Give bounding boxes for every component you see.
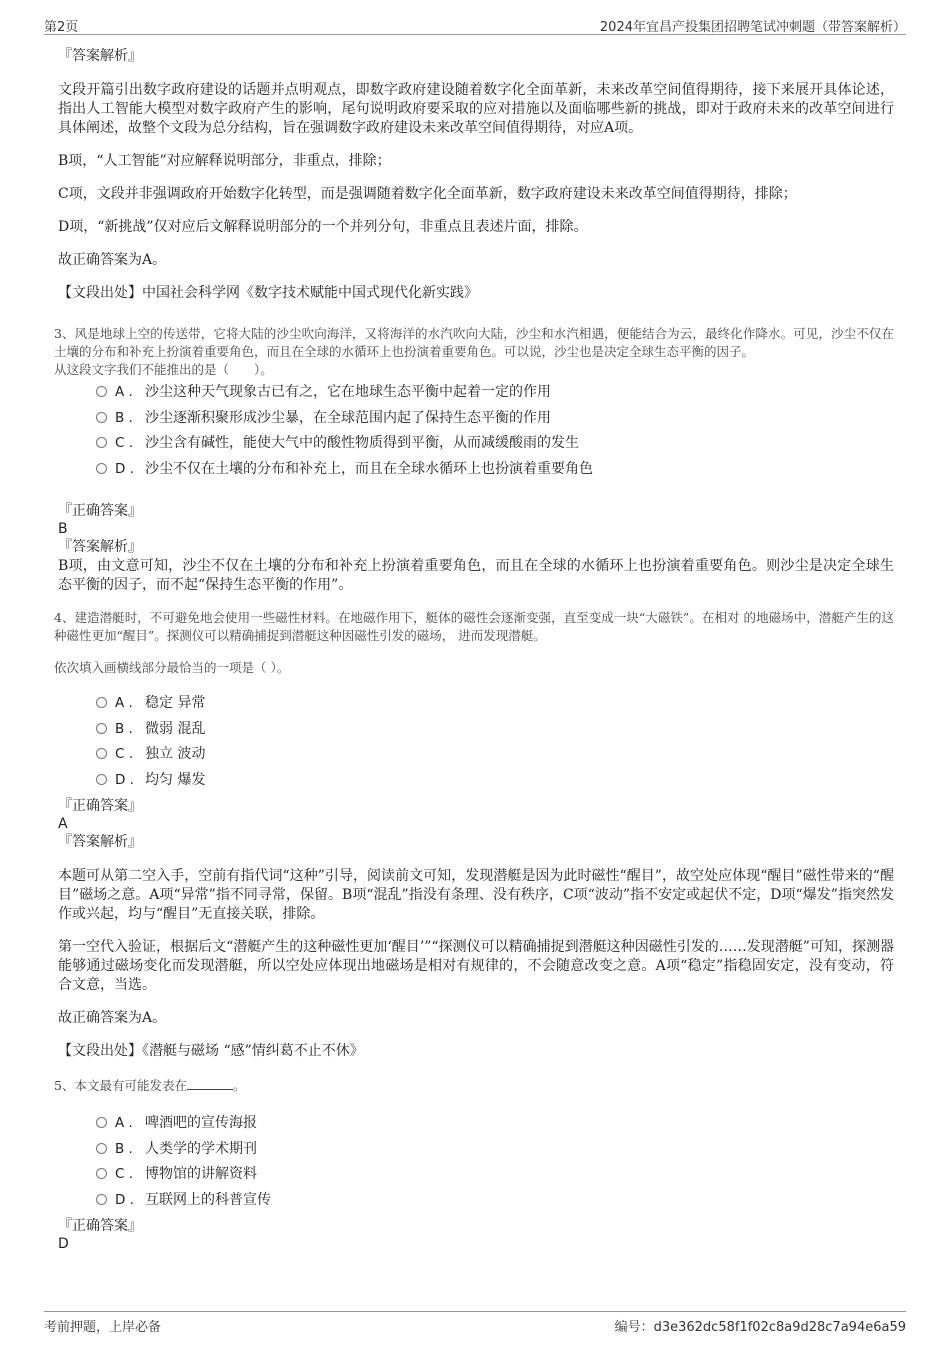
radio-button-icon[interactable] bbox=[96, 774, 107, 785]
source-citation: 【文段出处】中国社会科学网《数字技术赋能中国式现代化新实践》 bbox=[58, 285, 478, 301]
radio-button-icon[interactable] bbox=[96, 723, 107, 734]
option-d[interactable]: D . 互联网上的科普宣传 bbox=[96, 1188, 894, 1214]
conclusion: 故正确答案为A。 bbox=[58, 252, 167, 268]
analysis-paragraph: C项，文段并非强调政府开始数字化转型，而是强调随着数字化全面革新，数字政府建设未来改革空间值得期待，排除； bbox=[58, 186, 797, 202]
page-footer bbox=[44, 1311, 906, 1336]
radio-button-icon[interactable] bbox=[96, 463, 107, 474]
correct-answer-value: A bbox=[58, 816, 68, 832]
radio-button-icon[interactable] bbox=[96, 437, 107, 448]
correct-answer-value: D bbox=[58, 1236, 69, 1252]
conclusion: 故正确答案为A。 bbox=[58, 1010, 167, 1026]
radio-button-icon[interactable] bbox=[96, 386, 107, 397]
radio-button-icon[interactable] bbox=[96, 1117, 107, 1128]
question-stem: 5、本文最有可能发表在 。 bbox=[54, 1078, 246, 1093]
document-title: 2024年宜昌产投集团招聘笔试冲刺题（带答案解析） bbox=[599, 20, 906, 35]
answer-options bbox=[58, 380, 894, 482]
analysis-label: 『答案解析』 bbox=[58, 48, 142, 64]
radio-button-icon[interactable] bbox=[96, 1168, 107, 1179]
question-5 bbox=[54, 1077, 894, 1095]
option-b[interactable]: B . 微弱 混乱 bbox=[96, 717, 894, 743]
page-header bbox=[44, 14, 906, 35]
option-d[interactable]: D . 沙尘不仅在土壤的分布和补充上，而且在全球水循环上也扮演着重要角色 bbox=[96, 457, 894, 483]
correct-answer-label: 『正确答案』 bbox=[58, 1218, 142, 1234]
page-content bbox=[54, 44, 894, 1253]
analysis-label: 『答案解析』 bbox=[58, 834, 142, 850]
correct-answer-label: 『正确答案』 bbox=[58, 798, 142, 814]
option-c[interactable]: C . 博物馆的讲解资料 bbox=[96, 1162, 894, 1188]
correct-answer-value: B bbox=[58, 521, 68, 537]
footer-slogan: 考前押题，上岸必备 bbox=[44, 1320, 162, 1335]
analysis-paragraph: 本题可从第二空入手，空前有指代词“这种”引导，阅读前文可知，发现潜艇是因为此时磁性“醒目”，故空处应体现“醒目”磁性带来的“醒目”磁场之意。A项“异常”指不同寻常，保留。B项“混乱”指没有条理、没有秩序，C项“波动”指不安定或起伏不定，D项“爆发”指突然发作或兴起，均与“醒目”无直接关联，排除。 bbox=[58, 868, 894, 922]
page-number: 第2页 bbox=[44, 20, 79, 35]
question-stem: 4、建造潜艇时，不可避免地会使用一些磁性材料。在地磁作用下，艇体的磁性会逐渐变强，直至变成一块“大磁铁”。在相对 的地磁场中，潜艇产生的这种磁性更加“醒目”。探测仪可以精确捕捉到潜艇这种因磁性引发的磁场， 进而发现潜艇。 bbox=[54, 610, 894, 643]
correct-answer-label: 『正确答案』 bbox=[58, 503, 142, 519]
radio-button-icon[interactable] bbox=[96, 697, 107, 708]
option-a[interactable]: A . 稳定 异常 bbox=[96, 691, 894, 717]
option-b[interactable]: B . 人类学的学术期刊 bbox=[96, 1137, 894, 1163]
radio-button-icon[interactable] bbox=[96, 1194, 107, 1205]
question-4 bbox=[54, 609, 894, 677]
analysis-label: 『答案解析』 bbox=[58, 539, 142, 555]
analysis-paragraph: B项，由文意可知，沙尘不仅在土壤的分布和补充上扮演着重要角色，而且在全球的水循环上也扮演着重要角色。则沙尘是决定全球生态平衡的因子，而不起“保持生态平衡的作用”。 bbox=[58, 558, 894, 593]
radio-button-icon[interactable] bbox=[96, 412, 107, 423]
analysis-paragraph: 第一空代入验证，根据后文“潜艇产生的这种磁性更加‘醒目’”“探测仪可以精确捕捉到潜艇这种因磁性引发的……发现潜艇”可知，探测器能够通过磁场变化而发现潜艇，所以空处应体现出地磁场是相对有规律的，不会随意改变之意。A项“稳定”指稳固安定，没有变动，符合文意，当选。 bbox=[58, 939, 894, 993]
option-c[interactable]: C . 沙尘含有碱性，能使大气中的酸性物质得到平衡，从而减缓酸雨的发生 bbox=[96, 431, 894, 457]
question-prompt: 从这段文字我们不能推出的是（ ）。 bbox=[54, 362, 273, 377]
question-prompt: 依次填入画横线部分最恰当的一项是（ ）。 bbox=[54, 660, 290, 675]
source-citation: 【文段出处】《潜艇与磁场 “感”情纠葛不止不休》 bbox=[58, 1043, 364, 1059]
answer-options bbox=[58, 691, 894, 793]
analysis-paragraph: B项，“人工智能”对应解释说明部分，非重点，排除； bbox=[58, 153, 391, 169]
radio-button-icon[interactable] bbox=[96, 748, 107, 759]
question-stem: 3、风是地球上空的传送带，它将大陆的沙尘吹向海洋，又将海洋的水汽吹向大陆，沙尘和水汽相遇，便能结合为云，最终化作降水。可见，沙尘不仅在土壤的分布和补充上扮演着重要角色，而且在全球的水循环上也扮演着重要角色。可以说，沙尘也是决定全球生态平衡的因子。 bbox=[54, 326, 894, 359]
option-d[interactable]: D . 均匀 爆发 bbox=[96, 768, 894, 794]
option-a[interactable]: A . 啤酒吧的宣传海报 bbox=[96, 1111, 894, 1137]
option-c[interactable]: C . 独立 波动 bbox=[96, 742, 894, 768]
option-a[interactable]: A . 沙尘这种天气现象古已有之，它在地球生态平衡中起着一定的作用 bbox=[96, 380, 894, 406]
radio-button-icon[interactable] bbox=[96, 1143, 107, 1154]
document-code: 编号：d3e362dc58f1f02c8a9d28c7a94e6a59 bbox=[614, 1320, 906, 1335]
option-b[interactable]: B . 沙尘逐渐积聚形成沙尘暴，在全球范围内起了保持生态平衡的作用 bbox=[96, 406, 894, 432]
analysis-paragraph: 文段开篇引出数字政府建设的话题并点明观点，即数字政府建设随着数字化全面革新，未来改革空间值得期待，接下来展开具体论述，指出人工智能大模型对数字政府产生的影响，尾句说明政府要采取的应对措施以及面临哪些新的挑战，即对于政府未来的改革空间进行具体阐述，故整个文段为总分结构，旨在强调数字政府建设未来改革空间值得期待，对应A项。 bbox=[58, 82, 894, 136]
question-3 bbox=[54, 325, 894, 379]
answer-options bbox=[58, 1111, 894, 1213]
fill-in-blank bbox=[187, 1077, 233, 1090]
analysis-paragraph: D项，“新挑战”仅对应后文解释说明部分的一个并列分句，非重点且表述片面，排除。 bbox=[58, 219, 588, 235]
